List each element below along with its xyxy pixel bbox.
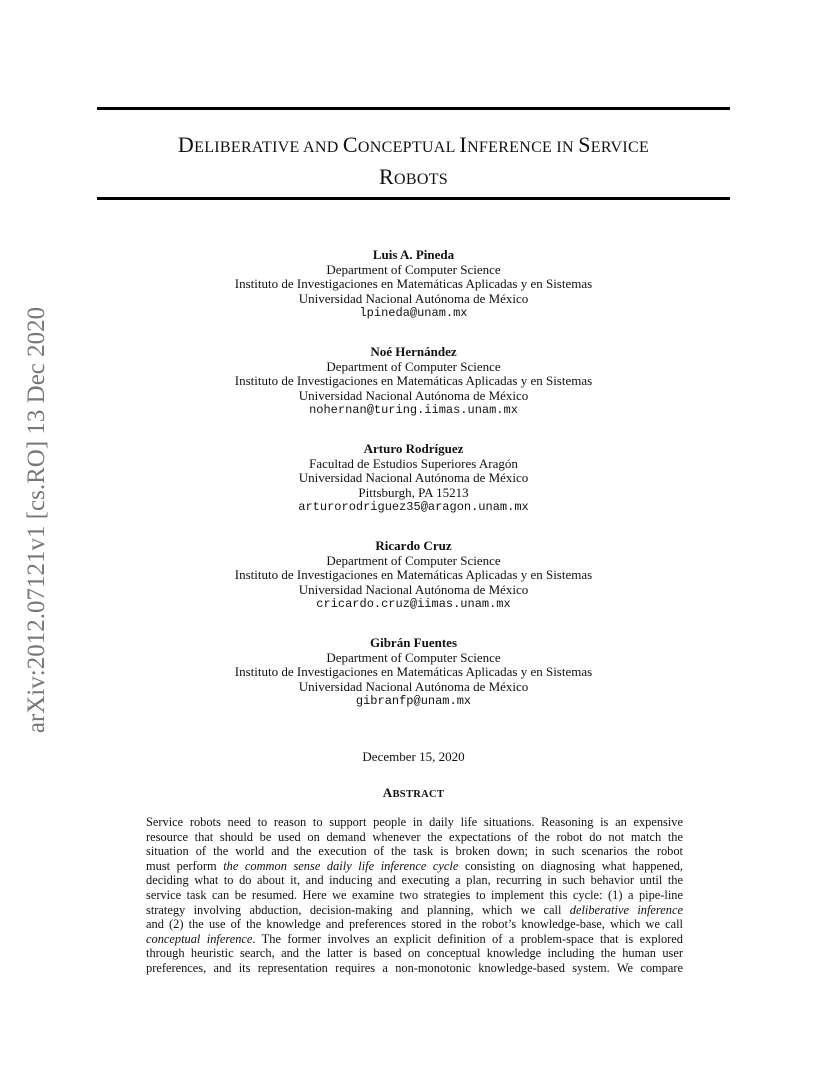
author-block (97, 539, 730, 636)
author-affiliation: Universidad Nacional Autónoma de México (298, 581, 529, 597)
abstract-line: deciding what to do about it, and inducing and executing a plan, recurring in such behavior until the (146, 873, 683, 888)
title-top-rule (97, 107, 730, 110)
author-affiliation: Universidad Nacional Autónoma de México (298, 470, 529, 486)
author-email[interactable]: gibranfp@unam.mx (355, 694, 472, 709)
abstract-line: situation of the world and the execution of the task is broken down; in such scenarios the robot (146, 844, 683, 859)
author-block (97, 636, 730, 733)
abstract-heading: ABSTRACT (382, 785, 445, 800)
title-bottom-rule (97, 197, 730, 200)
author-affiliation: Instituto de Investigaciones en Matemáticas Aplicadas y en Sistemas (234, 567, 593, 583)
author-block (97, 442, 730, 539)
author-name: Arturo Rodríguez (363, 441, 464, 456)
author-affiliation: Department of Computer Science (326, 649, 501, 665)
abstract-line: conceptual inference. The former involves an explicit definition of a problem-space that is explored (146, 931, 684, 946)
author-affiliation: Department of Computer Science (326, 552, 501, 568)
author-list (97, 248, 730, 733)
emphasis: conceptual inference (146, 931, 253, 946)
author-affiliation: Pittsburgh, PA 15213 (358, 484, 469, 500)
author-affiliation: Instituto de Investigaciones en Matemáticas Aplicadas y en Sistemas (234, 664, 593, 680)
author-name: Gibrán Fuentes (369, 635, 458, 650)
publication-date: December 15, 2020 (362, 749, 465, 764)
title-line-2: ROBOTS (379, 164, 448, 189)
abstract-line: service task can be resumed. Here we examine two strategies to implement this cycle: (1) a pipe-line (146, 887, 683, 902)
emphasis: the common sense daily life inference cycle (223, 858, 459, 873)
author-name: Ricardo Cruz (375, 538, 452, 553)
author-email[interactable]: cricardo.cruz@iimas.unam.mx (316, 597, 511, 612)
author-email[interactable]: nohernan@turing.iimas.unam.mx (309, 403, 518, 418)
emphasis: deliberative inference (569, 902, 683, 917)
author-email[interactable]: arturorodriguez35@aragon.unam.mx (298, 500, 529, 515)
author-block (97, 248, 730, 345)
abstract-line: preferences, and its representation requires a non-monotonic knowledge-based system. We compare (146, 960, 683, 975)
abstract-body (146, 815, 683, 976)
abstract-line: Service robots need to reason to support people in daily life situations. Reasoning is an expensive (146, 815, 683, 829)
author-affiliation: Instituto de Investigaciones en Matemáticas Aplicadas y en Sistemas (234, 373, 593, 389)
author-name: Noé Hernández (370, 344, 457, 359)
author-affiliation: Department of Computer Science (326, 261, 501, 277)
author-affiliation: Department of Computer Science (326, 358, 501, 374)
abstract-line: must perform the common sense daily life inference cycle consisting on diagnosing what happened, (146, 858, 683, 873)
abstract-line: resource that should be used on demand whenever the expectations of the robot do not match the (146, 829, 683, 844)
abstract-line: through heuristic search, and the latter is based on conceptual knowledge including the human user (146, 946, 683, 961)
author-email[interactable]: lpineda@unam.mx (359, 306, 468, 321)
author-affiliation: Universidad Nacional Autónoma de México (298, 290, 529, 306)
author-affiliation: Universidad Nacional Autónoma de México (298, 678, 529, 694)
abstract-line: and (2) the use of the knowledge and preferences stored in the robot’s knowledge-base, which we call (146, 917, 683, 932)
author-block (97, 345, 730, 442)
author-affiliation: Universidad Nacional Autónoma de México (298, 387, 529, 403)
author-affiliation: Facultad de Estudios Superiores Aragón (309, 455, 518, 471)
author-name: Luis A. Pineda (372, 247, 455, 262)
arxiv-identifier: arXiv:2012.07121v1 [cs.RO] 13 Dec 2020 (23, 306, 50, 734)
abstract-line: strategy involving abduction, decision-making and planning, which we call deliberative inference (146, 902, 683, 917)
paper-title (97, 130, 730, 194)
author-affiliation: Instituto de Investigaciones en Matemáticas Aplicadas y en Sistemas (234, 276, 593, 292)
title-line-1: DELIBERATIVE AND CONCEPTUAL INFERENCE IN SERVICE (177, 132, 650, 157)
